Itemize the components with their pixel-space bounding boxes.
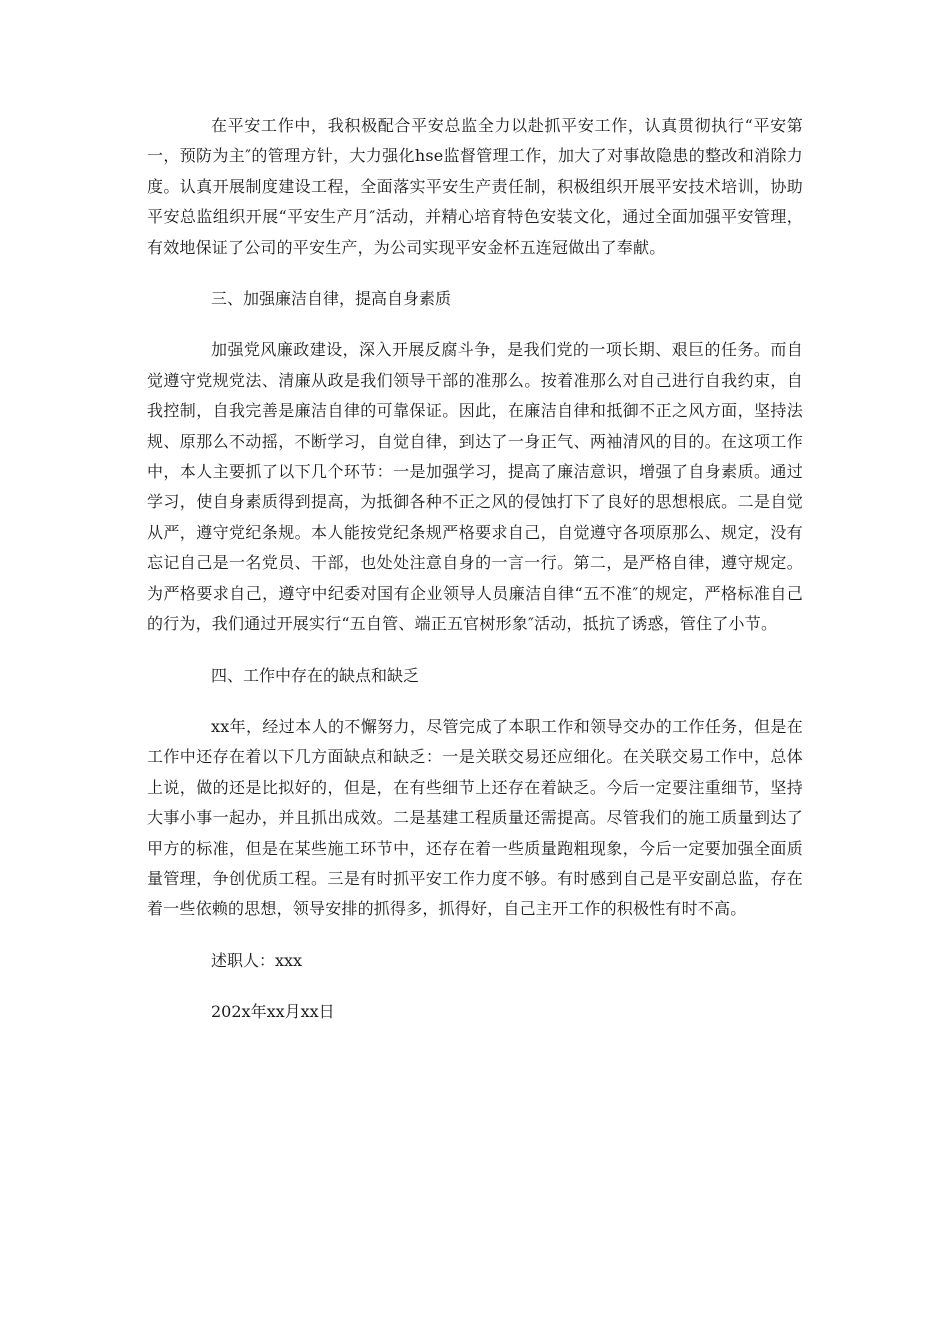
paragraph-shortcomings: xx年，经过本人的不懈努力，尽管完成了本职工作和领导交办的工作任务，但是在工作中还存在着以下几方面缺点和缺乏：一是关联交易还应细化。在关联交易工作中，总体上说，做的还是比拟好的，但是，在有些细节上还存在着缺乏。今后一定要注重细节，坚持大事小事一起办，并且抓出成效。二是基建工程质量还需提高。尽管我们的施工质量到达了甲方的标准，但是在某些施工环节中，还存在着一些质量跑粗现象，今后一定要加强全面质量管理，争创优质工程。三是有时抓平安工作力度不够。有时感到自己是平安副总监，存在着一些依赖的思想，领导安排的抓得多，抓得好，自己主开工作的积极性有时不高。	[147, 716, 803, 919]
date-line: 202x年xx月xx日	[211, 1002, 335, 1022]
signature-line: 述职人：xxx	[211, 950, 303, 970]
paragraph-safety-work: 在平安工作中，我积极配合平安总监全力以赴抓平安工作，认真贯彻执行“平安第一，预防为主″的管理方针，大力强化hse监督管理工作，加大了对事故隐患的整改和消除力度。认真开展制度建设工程，全面落实平安生产责任制，积极组织开展平安技术培训，协助平安总监组织开展“平安生产月″活动，并精心培育特色安装文化，通过全面加强平安管理，有效地保证了公司的平安生产，为公司实现平安金杯五连冠做出了奉献。	[147, 116, 803, 257]
document-body	[147, 111, 803, 1028]
section-heading-shortcomings: 四、工作中存在的缺点和缺乏	[211, 665, 420, 685]
paragraph-integrity: 加强党风廉政建设，深入开展反腐斗争，是我们党的一项长期、艰巨的任务。而自觉遵守党规党法、清廉从政是我们领导干部的准那么。按着准那么对自己进行自我约束，自我控制，自我完善是廉洁自律的可靠保证。因此，在廉洁自律和抵御不正之风方面，坚持法规、原那么不动摇，不断学习，自觉自律，到达了一身正气、两袖清风的目的。在这项工作中，本人主要抓了以下几个环节：一是加强学习，提高了廉洁意识，增强了自身素质。通过学习，使自身素质得到提高，为抵御各种不正之风的侵蚀打下了良好的思想根底。二是自觉从严，遵守党纪条规。本人能按党纪条规严格要求自己，自觉遵守各项原那么、规定，没有忘记自己是一名党员、干部，也处处注意自身的一言一行。第二，是严格自律，遵守规定。为严格要求自己，遵守中纪委对国有企业领导人员廉洁自律“五不准″的规定，严格标准自己的行为，我们通过开展实行“五自管、端正五官树形象″活动，抵抗了诱惑，管住了小节。	[147, 340, 803, 634]
section-heading-integrity: 三、加强廉洁自律，提高自身素质	[211, 289, 452, 309]
